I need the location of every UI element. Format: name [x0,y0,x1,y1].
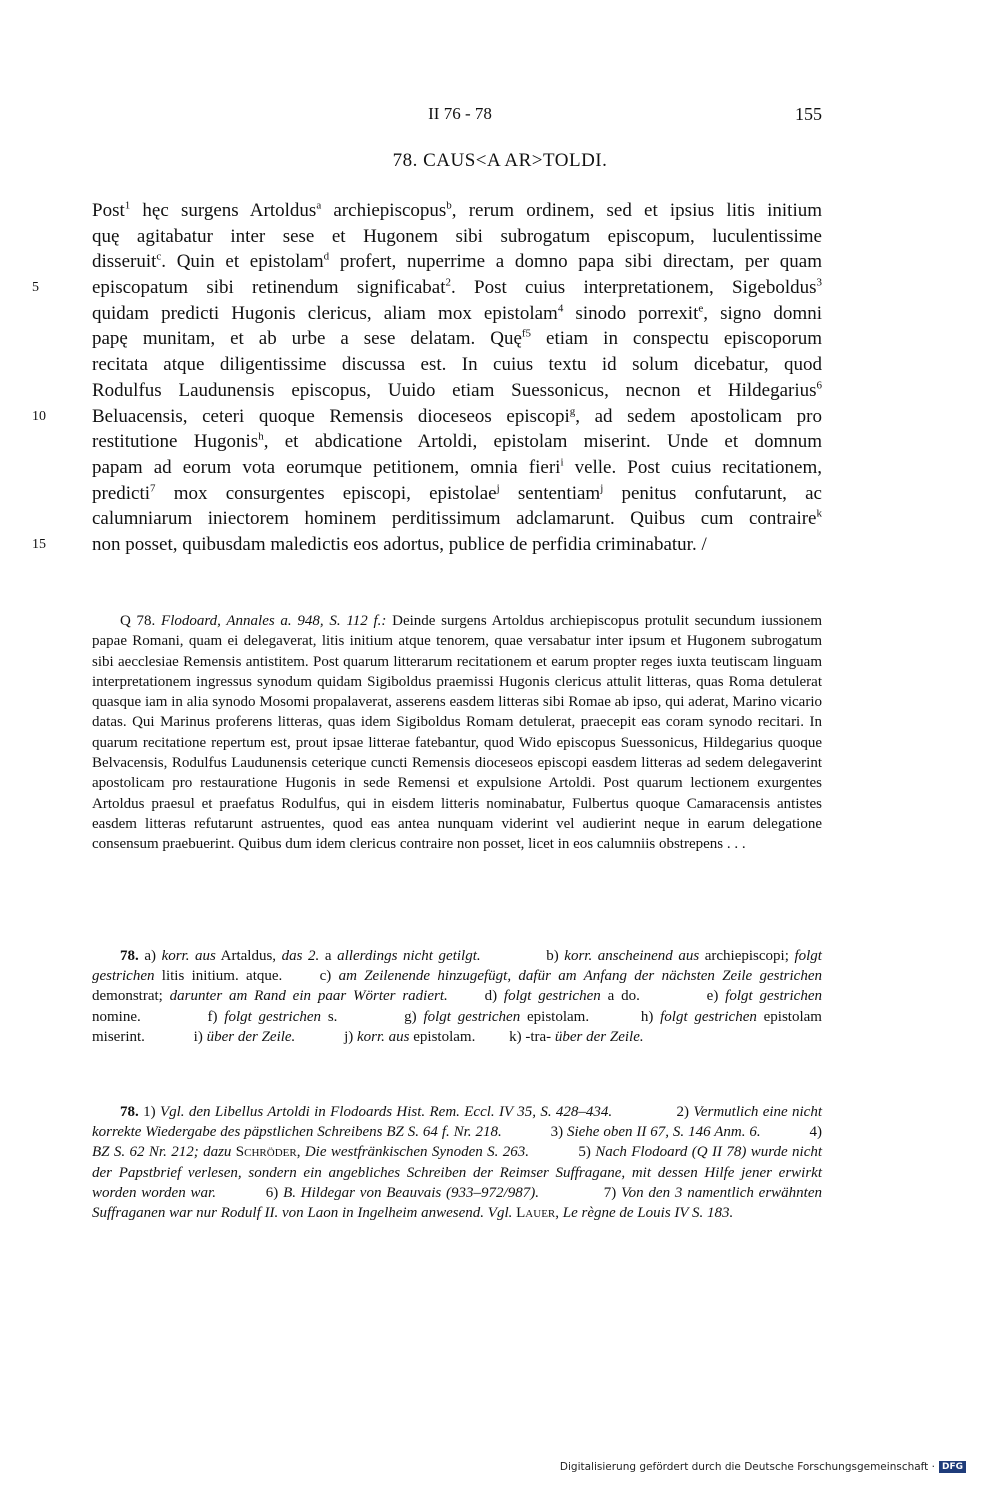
commentary-notes [92,1102,822,1223]
line-text: quidam predicti Hugonis clericus, aliam mox epistolam$^4$ sinodo porrexit$^e$, signo domni [92,302,822,324]
text-line [92,378,822,404]
text-line [92,249,822,275]
line-text: quę agitabatur inter sese et Hugonem sibi subrogatum episcopum, luculentissime [92,225,822,247]
source-note-text: Q 78. Flodoard, Annales a. 948, S. 112 f.: Deinde surgens Artoldus archiepiscopus protulit secundum iussionem papae Romani, quam ei delegaverat, litis initium atque tenorem, quae versabatur inter ipsum et Hugonem subrogatum sibi aecclesiae Remensis antistitem. Post quarum litterarum recitationem et earum propter reges iuxta teutiscam linguam interpretationem ingressus synodum quidam Sigiboldus praemissi Hugonis clericus attulit litteras, quas Roma detulerat quasque iam in alia synodo Mosomi propalaverat, asserens easdem litteras sibi Romae ab ipso, qui aderat, Marino vicario datas. Qui Marinus proferens litteras, quas idem Sigiboldus Romam detulerat, praecepit eas coram synodo recitari. In quarum recitatione repertum est, prout ipsae litterae fatebantur, quod Wido episcopus Suessonicus, Hildegarius quoque Belvacensis, Rodulfus Laudunensis ceterique cuncti Remensis dioceseos episcopi easdem litteras ad sedem delegaverint apostolicam pro restauratione Hugonis in sede Remensi et expulsione Artoldi. Post quarum lectionem exurgentes Artoldus praesul et praefatus Rodulfus, qui in eisdem litteris nominabatur, Fulbertus quoque Camaracensis antistes easdem litteras refutarunt astruentes, quod eas antea nunquam viderint vel audierint neque in earum delegatione consensum praebuerint. Quibus dum idem clericus contraire non posset, licet in eos calumniis obstrepens . . . [92,613,822,853]
running-head-title: II 76 - 78 [428,104,492,123]
critical-apparatus [92,946,822,1047]
line-text: calumniarum iniectorem hominem perditissimum adclamarunt. Quibus cum contraire$^k$ [92,507,822,530]
page-number: 155 [795,104,822,124]
main-text [32,198,823,558]
line-number: 5 [32,280,39,296]
chapter-title: 78. CAUS<A AR>TOLDI. [392,150,608,171]
line-text: Rodulfus Laudunensis episcopus, Uuido etiam Suessonicus, necnon et Hildegarius$^6$ [92,379,822,401]
line-text: recitata atque diligentissime discussa est. In cuius textu id solum dicebatur, quod [92,354,822,376]
line-text: restitutione Hugonis$^h$, et abdicatione Artoldi, epistolam miserint. Unde et domnum [92,430,822,453]
line-text: Post$^1$ hęc surgens Artoldus$^a$ archiepiscopus$^b$, rerum ordinem, sed et ipsius litis initium [92,199,823,221]
footer-text: Digitalisierung gefördert durch die Deutsche Forschungsgemeinschaft · [559,1461,935,1473]
line-number: 15 [32,536,46,552]
digitization-footer [560,1461,966,1473]
text-line [92,198,822,224]
text-line [92,352,822,378]
commentary-notes-text: 78. 1) Vgl. den Libellus Artoldi in Flodoards Hist. Rem. Eccl. IV 35, S. 428–434. 2) Vermutlich eine nicht korrekte Wiedergabe des päpstlichen Schreibens BZ S. 64 f. Nr. 218. 3) Siehe oben II 67, S. 146 Anm. 6. 4) BZ S. 62 Nr. 212; dazu Schröder, Die westfränkischen Synoden S. 263. 5) Nach Flodoard (Q II 78) wurde nicht der Papstbrief verlesen, sondern ein angebliches Schreiben der Reimser Suffragane, mit dessen Hilfe jener erwirkt worden worden war. 6) B. Hildegar von Beauvais (933–972/987). 7) Von den 3 namentlich erwähnten Suffraganen war nur Rodulf II. von Laon in Ingelheim anwesend. Vgl. Lauer, Le règne de Louis IV S. 183. [92,1104,823,1222]
line-text: non posset, quibusdam maledictis eos adortus, publice de perfidia criminabatur. / [92,533,707,555]
text-line [92,224,822,250]
text-line [92,326,822,352]
text-line [92,455,822,481]
text-line [32,404,823,430]
line-text: episcopatum sibi retinendum significabat$^2$. Post cuius interpretationem, Sigeboldus$^3$ [92,276,822,299]
text-line [92,429,822,455]
running-header [0,104,1000,128]
text-line [92,301,822,327]
text-line [92,481,822,507]
text-line [92,506,822,532]
line-number: 10 [32,408,46,424]
dfg-logo: DFG [939,1461,966,1473]
line-text: papam ad eorum vota eorumque petitionem, omnia fieri$^i$ velle. Post cuius recitationem, [92,456,822,478]
line-text: Beluacensis, ceteri quoque Remensis dioceseos episcopi$^g$, ad sedem apostolicam pro [92,405,823,427]
critical-notes-text: 78. a) korr. aus Artaldus, das 2. a allerdings nicht getilgt. b) korr. anscheinend aus archiepiscopi; folgt gestrichen litis initium. atque. c) am Zeilenende hinzugefügt, dafür am Anfang der nächsten Zeile gestrichen demonstrat; darunter am Rand ein paar Wörter radiert. d) folgt gestrichen a do. e) folgt gestrichen nomine. f) folgt gestrichen s. g) folgt gestrichen epistolam. h) folgt gestrichen epistolam miserint. i) über der Zeile. j) korr. aus epistolam. k) -tra- über der Zeile. [92,948,823,1045]
text-line [32,532,822,558]
line-text: predicti$^7$ mox consurgentes episcopi, epistolae$^j$ sententiam$^j$ penitus confutarunt, ac [92,482,822,504]
line-text: papę munitam, et ab urbe a sese delatam. Quę$^{f5}$ etiam in conspectu episcoporum [92,328,822,350]
line-text: disseruit$^c$. Quin et epistolam$^d$ profert, nuperrime a domno papa sibi directam, per quam [92,251,822,273]
source-note [92,611,822,855]
text-line [32,275,822,301]
